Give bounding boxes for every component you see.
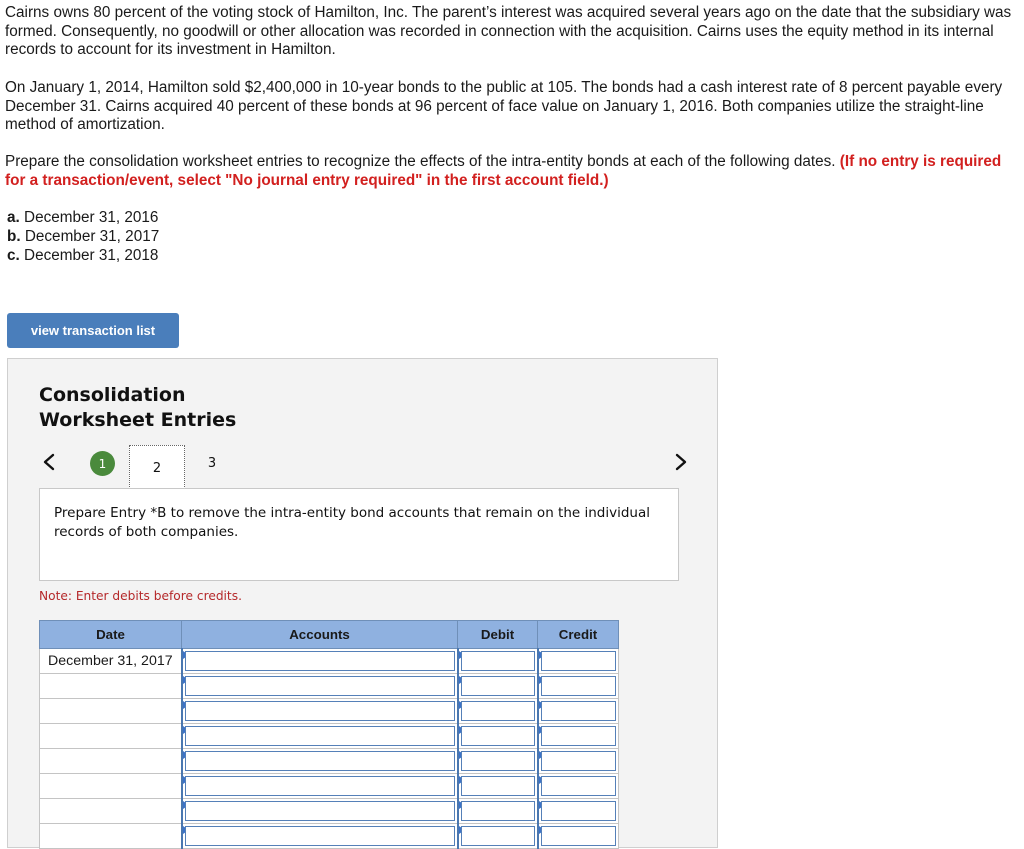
credit-input[interactable] [541,751,617,771]
table-row [40,749,619,774]
debit-input[interactable] [461,801,535,821]
account-input[interactable] [185,776,455,796]
credit-cell [538,774,619,799]
problem-paragraph-3 [5,153,1015,190]
account-input[interactable] [185,701,455,721]
note-text: Note: Enter debits before credits. [39,589,242,603]
panel-title: Consolidation Worksheet Entries [39,384,237,431]
table-body [40,649,619,849]
header-debit: Debit [458,621,538,649]
credit-input[interactable] [541,726,617,746]
debit-cell [458,699,538,724]
date-item-c: c. December 31, 2018 [7,246,159,264]
credit-input[interactable] [541,776,617,796]
view-transaction-list-button[interactable]: view transaction list [7,313,179,348]
debit-input[interactable] [461,751,535,771]
table-row [40,824,619,849]
date-cell [40,674,182,699]
table-row [40,799,619,824]
table-row [40,724,619,749]
account-cell [182,774,458,799]
chevron-right-icon[interactable] [672,451,690,473]
debit-input[interactable] [461,676,535,696]
credit-input[interactable] [541,801,617,821]
chevron-left-icon[interactable] [40,451,58,473]
step-2[interactable]: 2 [129,445,185,491]
account-cell [182,649,458,674]
header-accounts: Accounts [182,621,458,649]
problem-paragraph-1: Cairns owns 80 percent of the voting stock of Hamilton, Inc. The parent’s interest was acquired several years ago on the date that the subsidiary was formed. Consequently, no goodwill or other allocation was recorded in connection with the acquisition. Cairns uses the equity method in its internal records to account for its investment in Hamilton. [5,4,1012,59]
account-input[interactable] [185,751,455,771]
account-input[interactable] [185,801,455,821]
account-cell [182,699,458,724]
account-cell [182,674,458,699]
table-row [40,649,619,674]
debit-cell [458,774,538,799]
credit-input[interactable] [541,826,617,846]
date-list [7,209,159,265]
debit-cell [458,799,538,824]
debit-input[interactable] [461,701,535,721]
step-1[interactable]: 1 [90,451,115,476]
date-cell [40,824,182,849]
debit-cell [458,674,538,699]
date-item-b: b. December 31, 2017 [7,227,160,245]
table-header-row [40,621,619,649]
instruction-text: Prepare the consolidation worksheet entries to recognize the effects of the intra-entity bonds at each of the following dates. [5,153,836,170]
table-row [40,699,619,724]
debit-input[interactable] [461,651,535,671]
worksheet-panel [7,358,718,848]
debit-input[interactable] [461,726,535,746]
date-cell: December 31, 2017 [40,649,182,674]
credit-cell [538,649,619,674]
debit-input[interactable] [461,826,535,846]
step-3[interactable]: 3 [207,456,217,471]
debit-cell [458,824,538,849]
debit-cell [458,649,538,674]
debit-cell [458,724,538,749]
credit-cell [538,824,619,849]
instruction-emphasis: (If no entry is required for a transaction/event, select "No journal entry required" in the first account field.) [5,153,1002,189]
account-cell [182,749,458,774]
credit-cell [538,799,619,824]
account-cell [182,824,458,849]
account-input[interactable] [185,676,455,696]
date-cell [40,724,182,749]
credit-cell [538,749,619,774]
debit-input[interactable] [461,776,535,796]
header-credit: Credit [538,621,619,649]
credit-input[interactable] [541,676,617,696]
date-cell [40,749,182,774]
table-row [40,674,619,699]
account-input[interactable] [185,826,455,846]
credit-input[interactable] [541,701,617,721]
date-item-a: a. December 31, 2016 [7,209,159,226]
credit-cell [538,674,619,699]
problem-paragraph-2: On January 1, 2014, Hamilton sold $2,400,000 in 10-year bonds to the public at 105. The bonds had a cash interest rate of 8 percent payable every December 31. Cairns acquired 40 percent of these bonds at 96 percent of face value on January 1, 2016. Both companies utilize the straight-line method of amortization. [5,79,1003,134]
account-cell [182,799,458,824]
account-input[interactable] [185,651,455,671]
credit-input[interactable] [541,651,617,671]
debit-cell [458,749,538,774]
date-cell [40,774,182,799]
header-date: Date [40,621,182,649]
entry-instruction: Prepare Entry *B to remove the intra-entity bond accounts that remain on the individual records of both companies. [39,488,679,581]
date-cell [40,699,182,724]
journal-entry-table [39,620,619,849]
table-row [40,774,619,799]
account-input[interactable] [185,726,455,746]
credit-cell [538,724,619,749]
account-cell [182,724,458,749]
credit-cell [538,699,619,724]
date-cell [40,799,182,824]
